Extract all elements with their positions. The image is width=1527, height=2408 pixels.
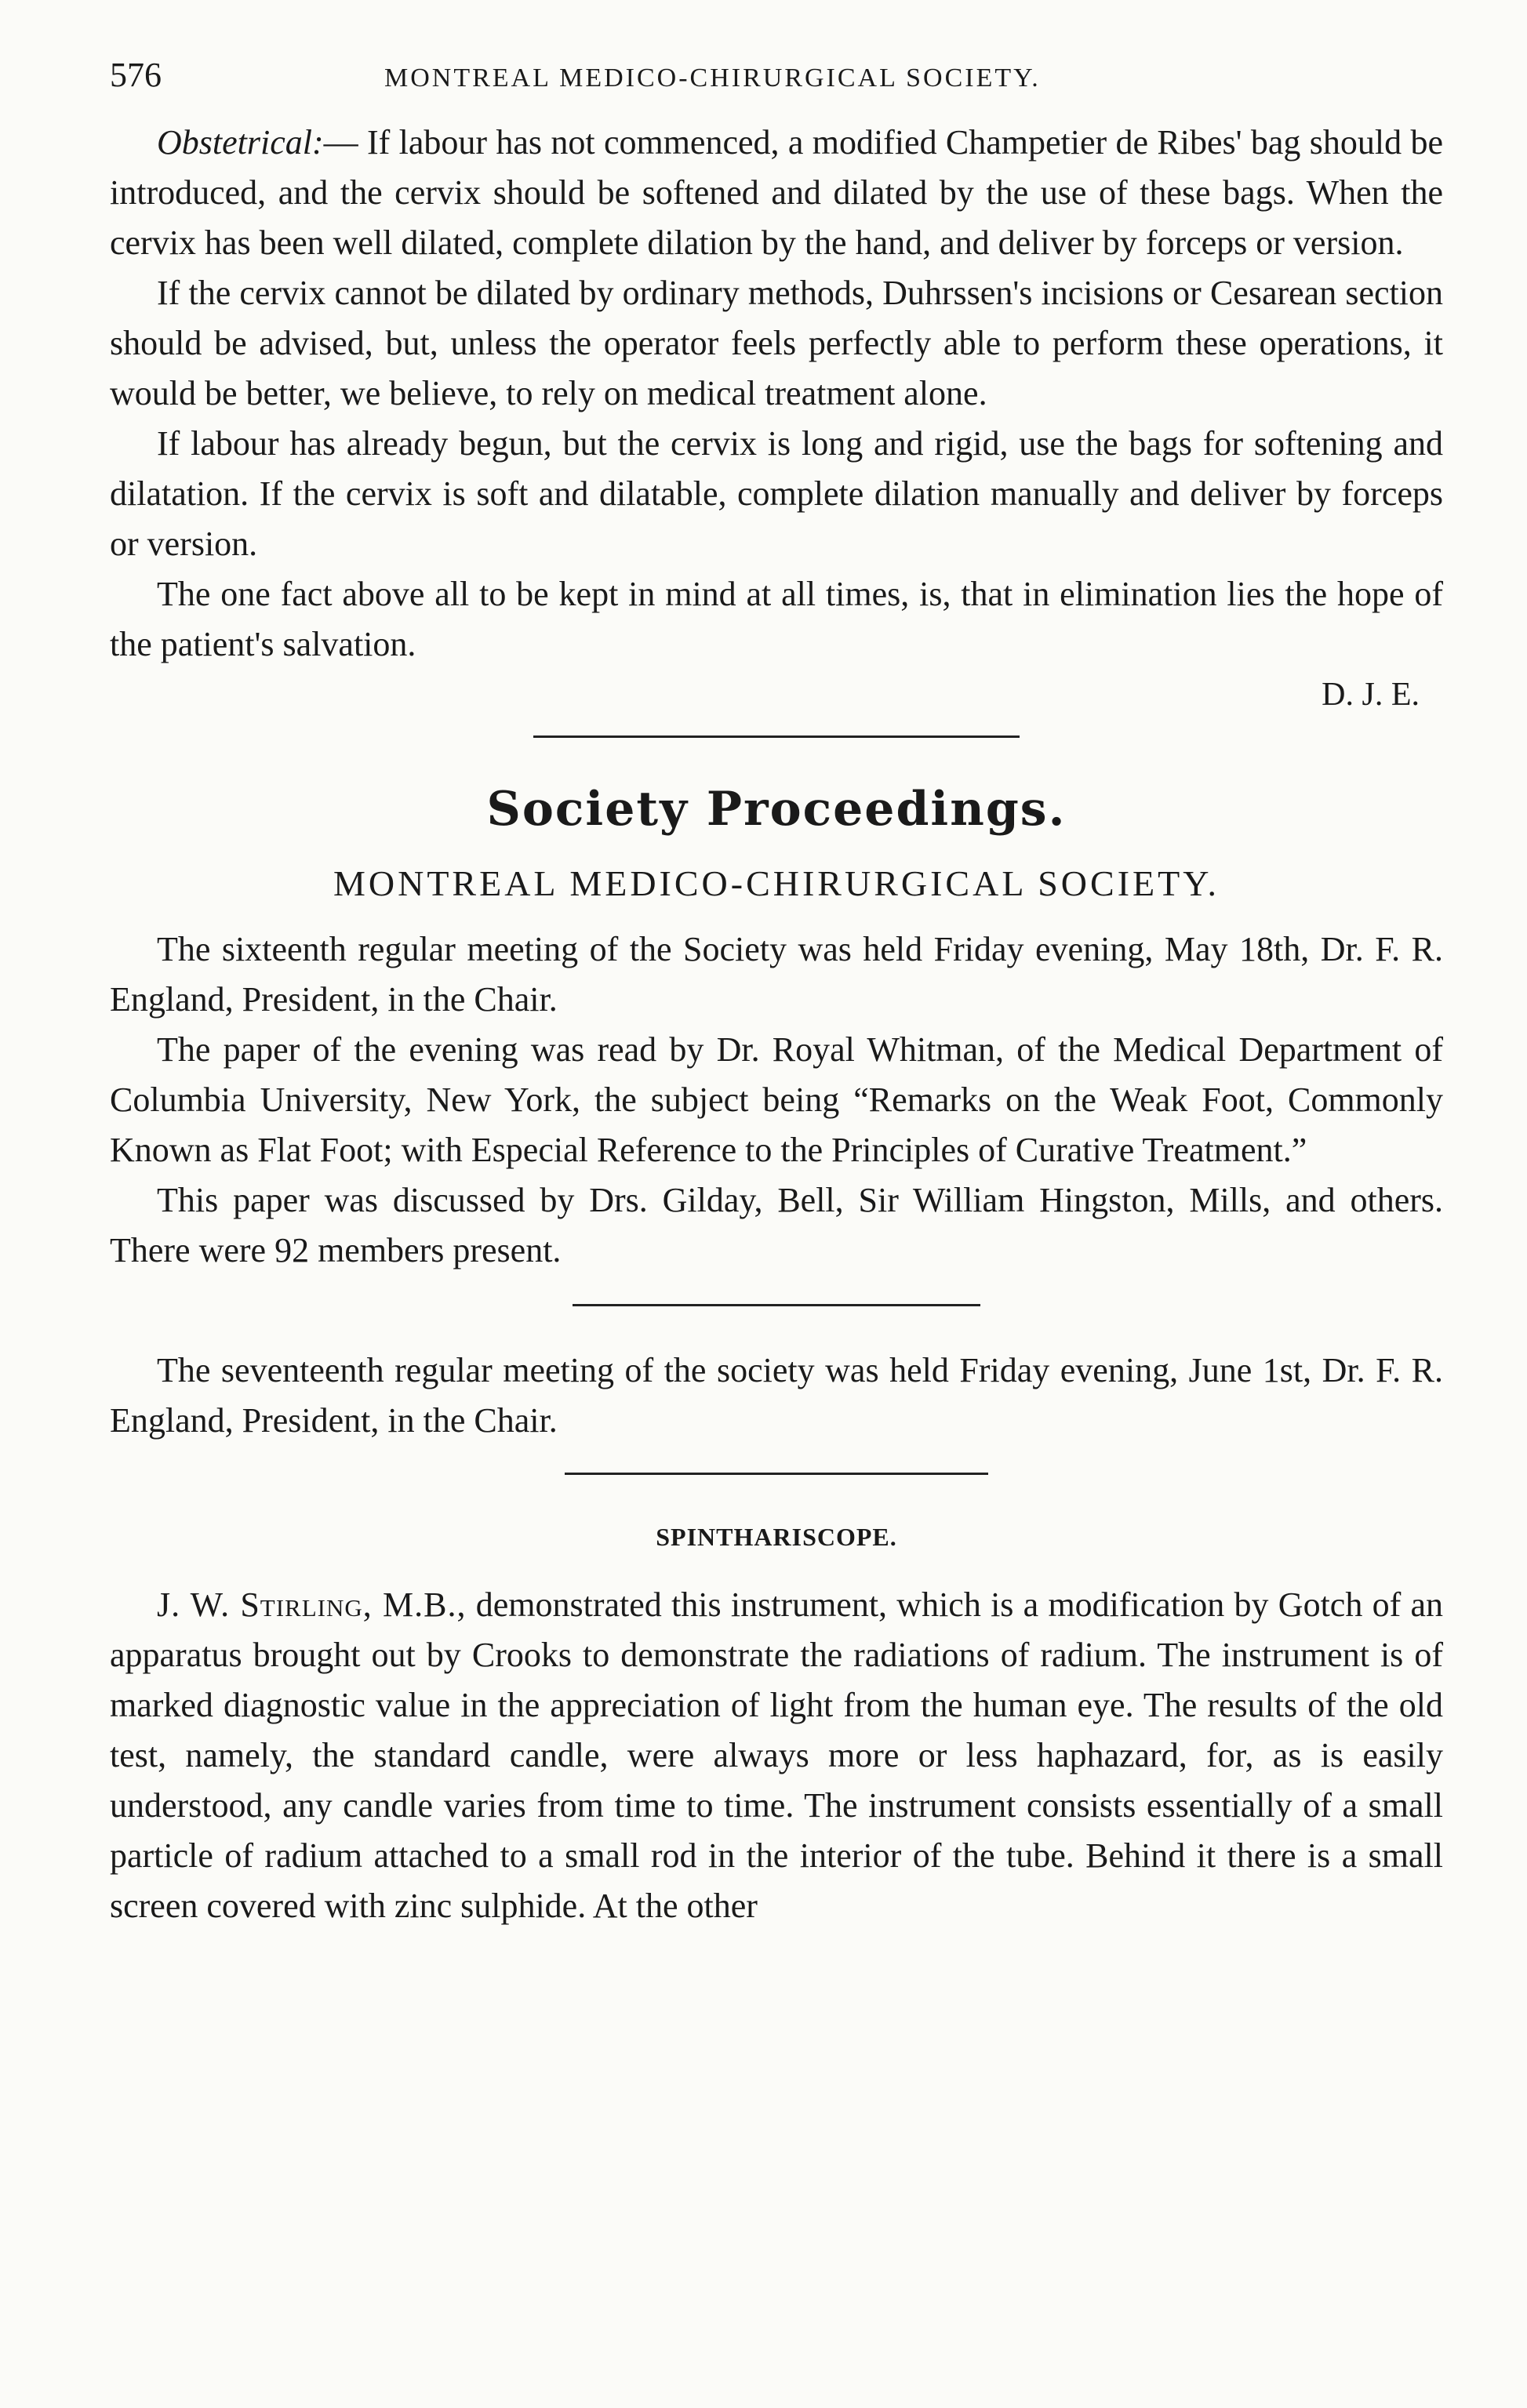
obstetrical-text: — If labour has not commenced, a modified Champetier de Ribes' bag should be introduced, and the cervix should be softened and dilated by the use of these bags. When the cervix has been well dilated, complete dilation by the hand, and deliver by forceps or version. [110, 123, 1443, 262]
discussion-16-paragraph: This paper was discussed by Drs. Gilday, Bell, Sir William Hingston, Mills, and others. There were 92 members present. [110, 1181, 1443, 1269]
spinthariscope-heading: SPINTHARISCOPE. [656, 1523, 897, 1551]
spinthariscope-author: J. W. Stirling, M.B., [157, 1585, 467, 1624]
society-heading: MONTREAL MEDICO-CHIRURGICAL SOCIETY. [333, 863, 1220, 903]
spinthariscope-paragraph [110, 1580, 1443, 1931]
obstetrical-paragraph [110, 118, 1443, 268]
divider-rule [573, 1304, 980, 1306]
obstetrical-label: Obstetrical: [157, 123, 324, 162]
editorial-paragraph-4: The one fact above all to be kept in mind at all times, is, that in elimination lies the hope of the patient's salvation. [110, 575, 1443, 663]
meeting-16-paragraph: The sixteenth regular meeting of the Society was held Friday evening, May 18th, Dr. F. R. England, President, in the Chair. [110, 930, 1443, 1019]
running-head: MONTREAL MEDICO-CHIRURGICAL SOCIETY. [384, 64, 1041, 93]
divider-rule [565, 1473, 988, 1475]
meeting-17-paragraph: The seventeenth regular meeting of the society was held Friday evening, June 1st, Dr. F. R. England, President, in the Chair. [110, 1351, 1443, 1440]
editorial-paragraph-3: If labour has already begun, but the cervix is long and rigid, use the bags for softening and dilatation. If the cervix is soft and dilatable, complete dilation manually and deliver by forceps or version. [110, 424, 1443, 563]
section-title: Society Proceedings. [486, 782, 1067, 837]
page-number: 576 [110, 56, 162, 94]
spinthariscope-text: demonstrated this instrument, which is a modification by Gotch of an apparatus brought out by Crooks to demonstrate the radiations of radium. The instrument is of marked diagnostic value in the appreciation of light from the human eye. The results of the old test, namely, the standard candle, were always more or less haphazard, for, as is easily understood, any candle varies from time to time. The instrument consists essentially of a small particle of radium attached to a small rod in the interior of the tube. Behind it there is a small screen covered with zinc sulphide. At the other [110, 1585, 1443, 1925]
paper-16-paragraph: The paper of the evening was read by Dr. Royal Whitman, of the Medical Department of Columbia University, New York, the subject being “Remarks on the Weak Foot, Commonly Known as Flat Foot; with Especial Reference to the Principles of Curative Treatment.” [110, 1030, 1443, 1169]
editorial-signature: D. J. E. [1322, 677, 1420, 713]
editorial-paragraph-2: If the cervix cannot be dilated by ordinary methods, Duhrssen's incisions or Cesarean section should be advised, but, unless the operator feels perfectly able to perform these operations, it would be better, we believe, to rely on medical treatment alone. [110, 274, 1443, 412]
page-header [110, 55, 1443, 118]
divider-rule [533, 735, 1020, 738]
page [110, 55, 1443, 1931]
